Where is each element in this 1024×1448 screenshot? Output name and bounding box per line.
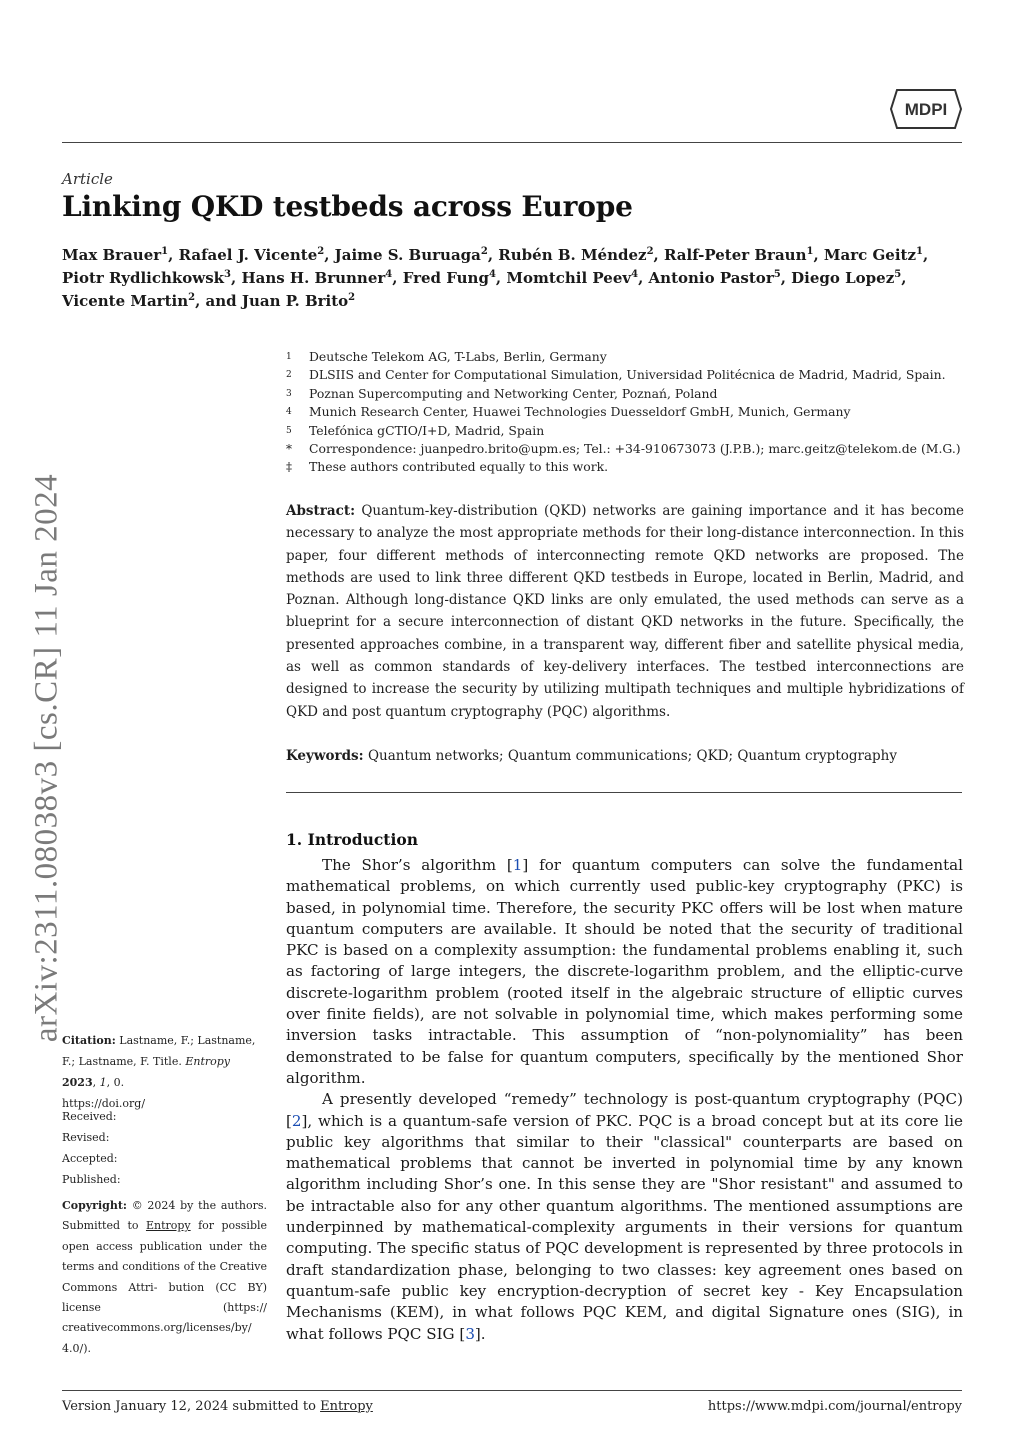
author-separator: , [168, 246, 179, 264]
abstract-label: Abstract: [286, 503, 356, 519]
author-affiliation-mark: 4 [631, 269, 639, 280]
author-name: Rafael J. Vicente [178, 246, 318, 264]
author-affiliation-mark: 2 [188, 292, 196, 303]
author-name: Marc Geitz [823, 246, 916, 264]
affiliation-mark: ‡ [286, 460, 292, 475]
intro-p2-text-b: ], which is a quantum-safe version of PKC. PQC is a broad concept but at its core lie public key algorithms that similar to their "classical" counterparts are based on mathematical problems that cannot be inverted in polynomial time by any known algorithm including Shor’s one. In this sense they are "Shor resistant" and assumed to be intractable also for any other quantum algorithms. The mentioned assumptions are underpinned by mathematical-complexity arguments in their versions for quantum computing. The specific status of PQC development is represented by three protocols in draft standardization phase, belonging to two classes: key agreement ones based on quantum-safe public key encryption-decryption of secret key - Key Encapsulation Mechanisms (KEM), in what follows PQC KEM, and digital Signature ones (SIG), in what follows PQC SIG [ [286, 1111, 963, 1343]
header-rule [62, 142, 962, 143]
citation-box: Citation: Lastname, F.; Lastname, F.; Lastname, F. Title. Entropy 2023, 1, 0. https://doi.org/ [62, 1034, 256, 1110]
affiliation-text: These authors contributed equally to this work. [309, 459, 609, 475]
author-affiliation-mark: 4 [488, 269, 496, 280]
author-separator: , [653, 246, 664, 264]
copyright-box [62, 1196, 267, 1359]
affiliation-text: Correspondence: juanpedro.brito@upm.es; Tel.: +34-910673073 (J.P.B.); marc.geitz@telekom.de (M.G.) [309, 441, 961, 457]
affiliation-mark: 5 [286, 425, 292, 436]
citation-text: Lastname, F.; Lastname, F.; Lastname, F. Title. [62, 1034, 256, 1068]
author-affiliation-mark: 1 [806, 246, 814, 257]
intro-paragraph-2 [286, 1089, 963, 1345]
footer-journal-link[interactable]: Entropy [320, 1399, 373, 1414]
affiliation-item [286, 440, 966, 458]
introduction-body [286, 855, 963, 1345]
affiliation-item [286, 403, 966, 421]
author-separator: , [495, 269, 507, 287]
author-affiliation-mark: 5 [773, 269, 781, 280]
author-name: Jaime S. Buruaga [334, 246, 481, 264]
keywords-label: Keywords: [286, 748, 364, 764]
citation-link-1[interactable]: 1 [512, 856, 523, 874]
author-affiliation-mark: 1 [916, 246, 923, 257]
author-name: Momtchil Peev [506, 269, 632, 287]
author-affiliation-mark: 2 [348, 292, 356, 303]
abstract [286, 500, 964, 723]
date-label: Revised: [62, 1131, 110, 1144]
author-separator: , [638, 269, 649, 287]
citation-label: Citation: [62, 1034, 116, 1047]
date-list [62, 1106, 121, 1190]
citation-link-2[interactable]: 2 [291, 1111, 302, 1130]
intro-p2-text-c: ]. [474, 1324, 486, 1343]
intro-p2-text-a: A presently developed “remedy” technology is post-quantum cryptography (PQC) [ [286, 1090, 963, 1130]
date-label: Accepted: [62, 1152, 118, 1165]
author-affiliation-mark: 5 [894, 269, 902, 280]
author-separator: , [780, 269, 792, 287]
affiliation-mark: 3 [286, 388, 292, 399]
affiliation-mark: 4 [286, 407, 292, 418]
arxiv-stamp-text: arXiv:2311.08038v3 [cs.CR] 11 Jan 2024 [28, 473, 65, 1043]
footer-version [62, 1399, 373, 1414]
copyright-text-b: for possible open access publication under the terms and conditions of the Creative Commons Attri- bution (CC BY) license (https:// creativecommons.org/licenses/by/ 4.0/). [62, 1219, 268, 1355]
author-separator: , [813, 246, 824, 264]
keywords [286, 745, 964, 767]
footer-version-text: Version January 12, 2024 submitted to [62, 1399, 316, 1414]
affiliation-mark: 1 [286, 352, 292, 362]
mdpi-logo [889, 86, 963, 132]
citation-link-3[interactable]: 3 [465, 1324, 475, 1343]
affiliation-text: Telefónica gCTIO/I+D, Madrid, Spain [309, 422, 545, 438]
author-separator: , [922, 246, 929, 264]
author-name: Antonio Pastor [648, 269, 774, 287]
affiliation-item [286, 458, 966, 476]
author-name: and Juan P. Brito [205, 292, 349, 310]
affiliation-text: Poznan Supercomputing and Networking Center, Poznań, Poland [309, 385, 718, 401]
affiliation-text: Munich Research Center, Huawei Technologies Duesseldorf GmbH, Munich, Germany [309, 404, 851, 420]
affiliation-mark: * [286, 442, 292, 457]
author-affiliation-mark: 2 [317, 246, 325, 257]
citation-page: 0. [113, 1076, 125, 1089]
paper-title: Linking QKD testbeds across Europe [62, 190, 633, 223]
affiliation-list [286, 348, 966, 477]
author-name: Max Brauer [62, 246, 162, 264]
author-name: Vicente Martin [62, 292, 189, 310]
intro-p1-text-b: ] for quantum computers can solve the fundamental mathematical problems, on which currently used public-key cryptography (PKC) is based, in polynomial time. Therefore, the security PKC offers will be lost when mature quantum computers are available. It should be noted that the security of traditional PKC is based on a complexity assumption: the fundamental problems enabling it, such as factoring of large integers, the discrete-logarithm problem, and the elliptic-curve discrete-logarithm problem (rooted itself in the algebraic structure of elliptic curves over finite fields), are not solvable in polynomial time, which makes performing some inversion tasks intractable. This assumption of “non-polynomiality” has been demonstrated to be false for quantum computers, specifically by the mentioned Shor algorithm. [286, 856, 963, 1087]
affiliation-item [286, 348, 966, 366]
author-separator: , [195, 292, 206, 310]
author-list [62, 244, 967, 313]
affiliation-item [286, 422, 966, 440]
article-type: Article [62, 170, 113, 188]
author-separator: , [901, 269, 907, 287]
copyright-text-a: © 2024 by the authors. Submitted to [62, 1199, 267, 1233]
author-name: Diego Lopez [791, 269, 895, 287]
author-separator: , [392, 269, 403, 287]
citation-journal: Entropy [185, 1055, 231, 1068]
citation-year: 2023 [62, 1076, 93, 1089]
author-name: Ralf-Peter Braun [663, 246, 807, 264]
affiliation-mark: 2 [286, 370, 292, 381]
author-name: Fred Fung [402, 269, 489, 287]
citation-volume: 1 [99, 1076, 107, 1089]
intro-p1-text-a: The Shor’s algorithm [ [322, 856, 513, 874]
citation-doi[interactable]: https://doi.org/ [62, 1097, 146, 1110]
copyright-journal-link[interactable]: Entropy [145, 1219, 191, 1233]
affiliation-text: DLSIIS and Center for Computational Simulation, Universidad Politécnica de Madrid, Madrid, Spain. [309, 367, 946, 383]
author-affiliation-mark: 1 [161, 246, 169, 257]
abstract-rule [286, 792, 962, 793]
date-label: Received: [62, 1110, 117, 1123]
section-heading: 1. Introduction [286, 830, 418, 849]
date-label: Published: [62, 1173, 121, 1186]
author-affiliation-mark: 3 [224, 269, 231, 280]
author-separator: , [231, 269, 242, 287]
affiliation-text: Deutsche Telekom AG, T-Labs, Berlin, Germany [309, 349, 607, 364]
author-separator: , [324, 246, 335, 264]
footer-rule [62, 1390, 962, 1391]
copyright-label: Copyright: [62, 1199, 127, 1212]
footer-url[interactable]: https://www.mdpi.com/journal/entropy [707, 1399, 962, 1414]
author-separator: , [487, 246, 499, 264]
author-affiliation-mark: 4 [385, 269, 393, 280]
keywords-text: Quantum networks; Quantum communications; QKD; Quantum cryptography [367, 748, 897, 764]
author-name: Hans H. Brunner [241, 269, 386, 287]
author-name: Piotr Rydlichkowsk [62, 269, 225, 287]
intro-paragraph-1 [286, 855, 963, 1089]
author-affiliation-mark: 2 [480, 246, 488, 257]
abstract-text: Quantum-key-distribution (QKD) networks are gaining importance and it has become necessary to analyze the most appropriate methods for their long-distance interconnection. In this paper, four different methods of interconnecting remote QKD networks are proposed. The methods are used to link three different QKD testbeds in Europe, located in Berlin, Madrid, and Poznan. Although long-distance QKD links are only emulated, the used methods can serve as a blueprint for a secure interconnection of distant QKD networks in the future. Specifically, the presented approaches combine, in a transparent way, different fiber and satellite physical media, as well as common standards of key-delivery interfaces. The testbed interconnections are designed to increase the security by utilizing multipath techniques and multiple hybridizations of QKD and post quantum cryptography (PQC) algorithms. [286, 503, 964, 720]
mdpi-logo-text: MDPI [904, 100, 948, 119]
author-affiliation-mark: 2 [646, 246, 654, 257]
author-name: Rubén B. Méndez [498, 246, 647, 264]
affiliation-item [286, 366, 966, 384]
affiliation-item [286, 385, 966, 403]
